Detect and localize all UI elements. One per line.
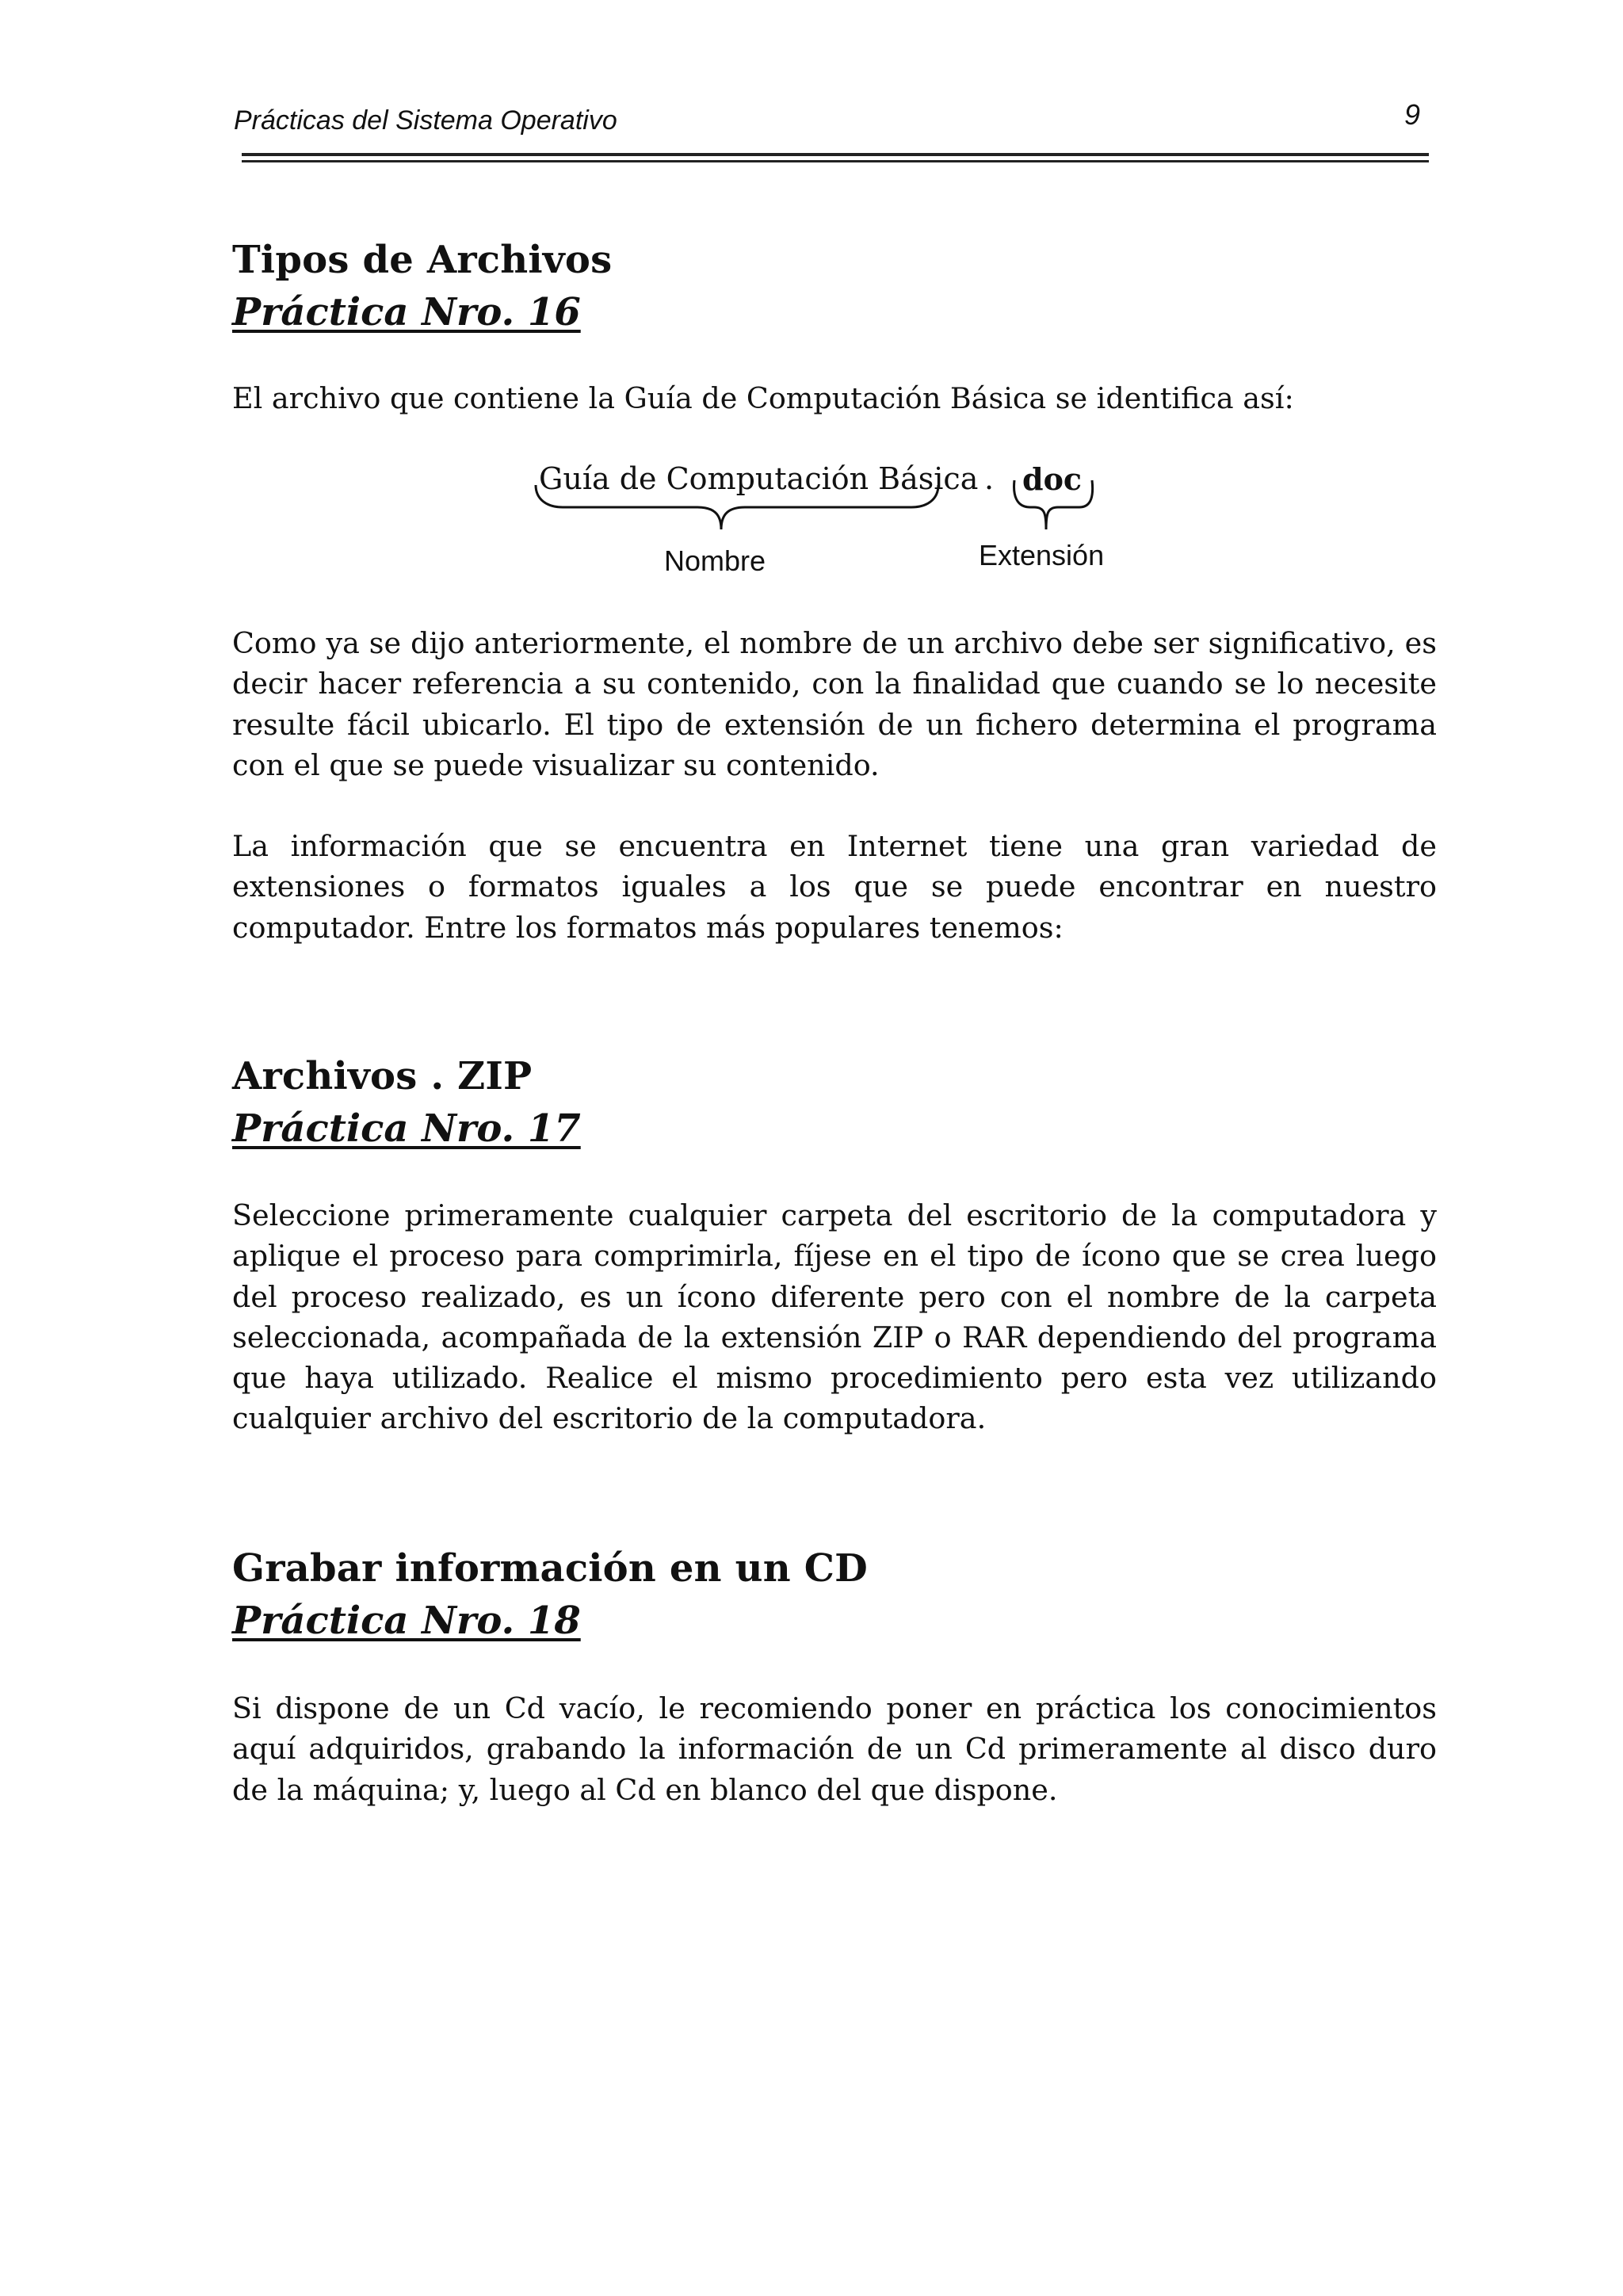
body-paragraph: Seleccione primeramente cualquier carpeta del escritorio de la computadora y aplique el proceso para comprimirla, fíjese en el tipo de ícono que se crea luego del proceso realizado, es un ícono diferente pero con el nombre de la carpeta seleccionada, acompañada de la extensión ZIP o RAR dependiendo del programa que haya utilizado. Realice el mismo procedimiento pero esta vez utilizando cualquier archivo del escritorio de la computadora. <box>232 1198 1437 1436</box>
running-header-title: Prácticas del Sistema Operativo <box>234 105 617 136</box>
figure-filename: Guía de Computación Básica <box>539 461 979 496</box>
section-title: Archivos . ZIP <box>232 1054 533 1098</box>
practice-label: Práctica Nro. 18 <box>232 1599 581 1643</box>
practice-label: Práctica Nro. 17 <box>232 1106 581 1151</box>
header-rule-bottom <box>242 160 1429 162</box>
header-rule-top <box>242 153 1429 156</box>
practice-label: Práctica Nro. 16 <box>232 290 581 334</box>
section-body-4 <box>232 1688 1437 1810</box>
figure-extension: doc <box>1022 461 1083 497</box>
page-number: 9 <box>1404 98 1421 131</box>
section-title: Grabar información en un CD <box>232 1546 868 1591</box>
section-intro <box>232 378 1437 418</box>
section-title: Tipos de Archivos <box>232 238 613 282</box>
figure-name-label: Nombre <box>664 544 766 577</box>
intro-paragraph: El archivo que contiene la Guía de Computación Básica se identifica así: <box>232 381 1294 415</box>
section-archivos-zip <box>232 1050 1437 1155</box>
section-body-1 <box>232 623 1437 785</box>
section-grabar-cd <box>232 1542 1437 1647</box>
body-paragraph: Si dispone de un Cd vacío, le recomiendo poner en práctica los conocimientos aquí adquiridos, grabando la información de un Cd primeramente al disco duro de la máquina; y, luego al Cd en blanco del que dispone. <box>232 1691 1437 1807</box>
section-body-3 <box>232 1195 1437 1439</box>
figure-dot: . <box>984 461 995 496</box>
extension-brace <box>1014 480 1093 529</box>
section-tipos-de-archivos <box>232 234 1437 338</box>
body-paragraph: La información que se encuentra en Internet tiene una gran variedad de extensiones o formatos iguales a los que se puede encontrar en nuestro computador. Entre los formatos más populares tenemos: <box>232 829 1437 945</box>
figure-extension-label: Extensión <box>979 539 1105 571</box>
name-brace <box>536 485 938 529</box>
section-body-2 <box>232 826 1437 948</box>
body-paragraph: Como ya se dijo anteriormente, el nombre de un archivo debe ser significativo, es decir hacer referencia a su contenido, con la finalidad que cuando se lo necesite resulte fácil ubicarlo. El tipo de extensión de un fichero determina el programa con el que se puede visualizar su contenido. <box>232 626 1437 782</box>
